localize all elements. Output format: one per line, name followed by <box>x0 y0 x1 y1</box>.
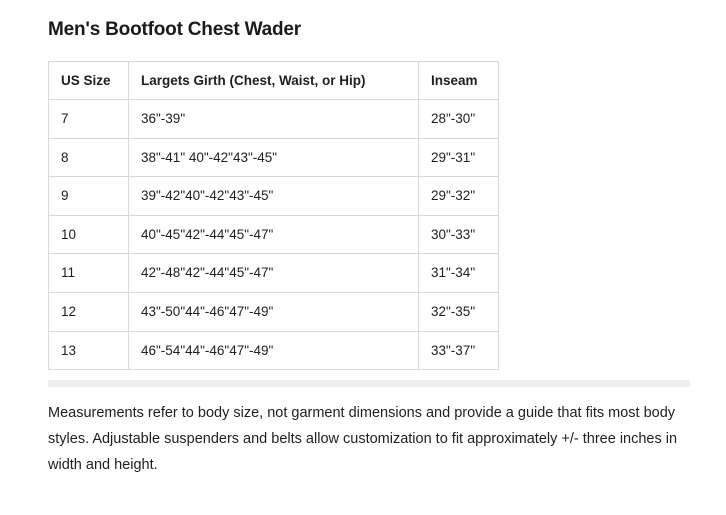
cell-inseam: 29"-32" <box>419 177 499 216</box>
size-chart-table <box>48 61 499 370</box>
cell-largest-girth: 42"-48"42"-44"45"-47" <box>129 254 419 293</box>
table-row <box>49 215 499 254</box>
cell-inseam: 32"-35" <box>419 292 499 331</box>
cell-largest-girth: 39"-42"40"-42"43"-45" <box>129 177 419 216</box>
measurement-note: Measurements refer to body size, not garment dimensions and provide a guide that fits most body styles. Adjustable suspenders and belts allow customization to fit approximately +/- three inches in width and height. <box>48 405 678 473</box>
table-row <box>49 177 499 216</box>
column-header-inseam: Inseam <box>419 61 499 100</box>
table-row <box>49 331 499 370</box>
cell-inseam: 28"-30" <box>419 100 499 139</box>
table-header-row <box>49 61 499 100</box>
cell-largest-girth: 40"-45"42"-44"45"-47" <box>129 215 419 254</box>
table-row <box>49 100 499 139</box>
table-row <box>49 138 499 177</box>
cell-largest-girth: 43"-50"44"-46"47"-49" <box>129 292 419 331</box>
column-header-largest-girth: Largets Girth (Chest, Waist, or Hip) <box>129 61 419 100</box>
cell-us-size: 9 <box>49 177 129 216</box>
cell-us-size: 10 <box>49 215 129 254</box>
cell-inseam: 30"-33" <box>419 215 499 254</box>
table-row <box>49 292 499 331</box>
section-divider <box>48 380 690 387</box>
column-header-us-size: US Size <box>49 61 129 100</box>
cell-us-size: 11 <box>49 254 129 293</box>
table-header <box>49 61 499 100</box>
cell-us-size: 7 <box>49 100 129 139</box>
cell-inseam: 29"-31" <box>419 138 499 177</box>
cell-largest-girth: 36"-39" <box>129 100 419 139</box>
table-row <box>49 254 499 293</box>
table-body <box>49 100 499 370</box>
cell-us-size: 8 <box>49 138 129 177</box>
cell-largest-girth: 46"-54"44"-46"47"-49" <box>129 331 419 370</box>
cell-inseam: 33"-37" <box>419 331 499 370</box>
page-title: Men's Bootfoot Chest Wader <box>48 19 301 40</box>
cell-us-size: 13 <box>49 331 129 370</box>
cell-us-size: 12 <box>49 292 129 331</box>
cell-inseam: 31"-34" <box>419 254 499 293</box>
cell-largest-girth: 38"-41" 40"-42"43"-45" <box>129 138 419 177</box>
